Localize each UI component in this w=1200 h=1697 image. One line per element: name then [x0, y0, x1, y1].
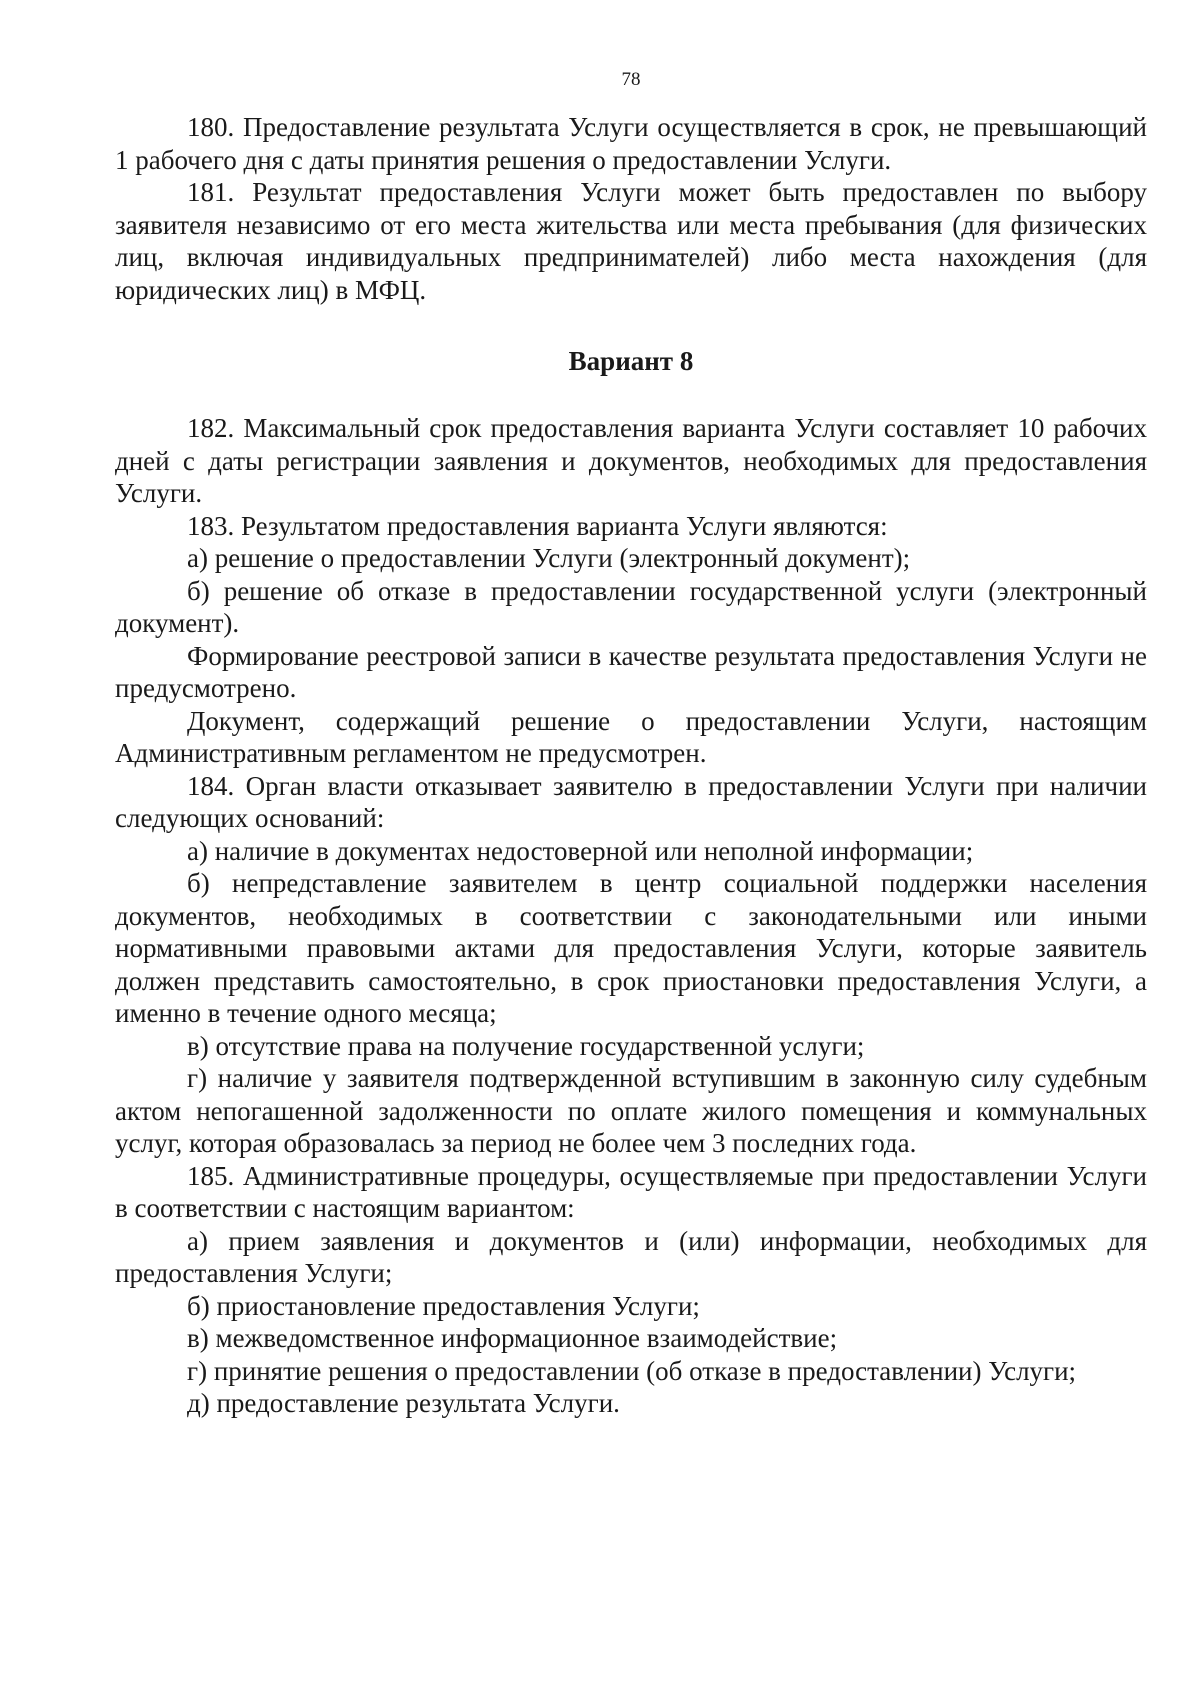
section-two	[115, 412, 1147, 1420]
list-item-185-a: а) прием заявления и документов и (или) информации, необходимых для предоставления Услуги;	[115, 1225, 1147, 1288]
section-one	[115, 111, 1147, 306]
section-heading: Вариант 8	[568, 346, 694, 376]
list-item-184-c: в) отсутствие права на получение государственной услуги;	[187, 1030, 865, 1061]
list-item-183-b: б) решение об отказе в предоставлении государственной услуги (электронный документ).	[115, 575, 1147, 638]
paragraph-181: 181. Результат предоставления Услуги может быть предоставлен по выбору заявителя независимо от его места жительства или места пребывания (для физических лиц, включая индивидуальных предпринимателей) либо места нахождения (для юридических лиц) в МФЦ.	[115, 177, 1147, 305]
page-number: 78	[621, 69, 641, 90]
paragraph-182: 182. Максимальный срок предоставления варианта Услуги составляет 10 рабочих дней с даты регистрации заявления и документов, необходимых для предоставления Услуги.	[115, 413, 1147, 508]
list-item-183-a: а) решение о предоставлении Услуги (электронный документ);	[187, 543, 911, 573]
list-item-184-d: г) наличие у заявителя подтвержденной вступившим в законную силу судебным актом непогашенной задолженности по оплате жилого помещения и коммунальных услуг, которая образовалась за период не более чем 3 последних года.	[115, 1063, 1147, 1158]
paragraph-registry-record: Формирование реестровой записи в качестве результата предоставления Услуги не предусмотрено.	[115, 640, 1147, 703]
paragraph-180: 180. Предоставление результата Услуги осуществляется в срок, не превышающий 1 рабочего дня с даты принятия решения о предоставлении Услуги.	[115, 112, 1147, 175]
paragraph-185: 185. Административные процедуры, осуществляемые при предоставлении Услуги в соответствии с настоящим вариантом:	[115, 1160, 1147, 1223]
list-item-185-c: в) межведомственное информационное взаимодействие;	[187, 1323, 838, 1353]
list-item-184-b: б) непредставление заявителем в центр социальной поддержки населения документов, необходимых в соответствии с законодательными или иными нормативными правовыми актами для предоставления Услуги, которые заявитель должен представить самостоятельно, в срок приостановки предоставления Услуги, а именно в течение одного месяца;	[115, 868, 1147, 1028]
list-item-185-e: д) предоставление результата Услуги.	[187, 1388, 620, 1418]
list-item-184-a: а) наличие в документах недостоверной или неполной информации;	[187, 835, 974, 866]
paragraph-decision-document: Документ, содержащий решение о предоставлении Услуги, настоящим Административным регламентом не предусмотрен.	[115, 705, 1147, 768]
paragraph-184: 184. Орган власти отказывает заявителю в предоставлении Услуги при наличии следующих оснований:	[115, 770, 1147, 833]
list-item-185-b: б) приостановление предоставления Услуги;	[187, 1290, 700, 1321]
list-item-185-d: г) принятие решения о предоставлении (об отказе в предоставлении) Услуги;	[187, 1355, 1077, 1386]
paragraph-183: 183. Результатом предоставления варианта Услуги являются:	[187, 510, 888, 541]
